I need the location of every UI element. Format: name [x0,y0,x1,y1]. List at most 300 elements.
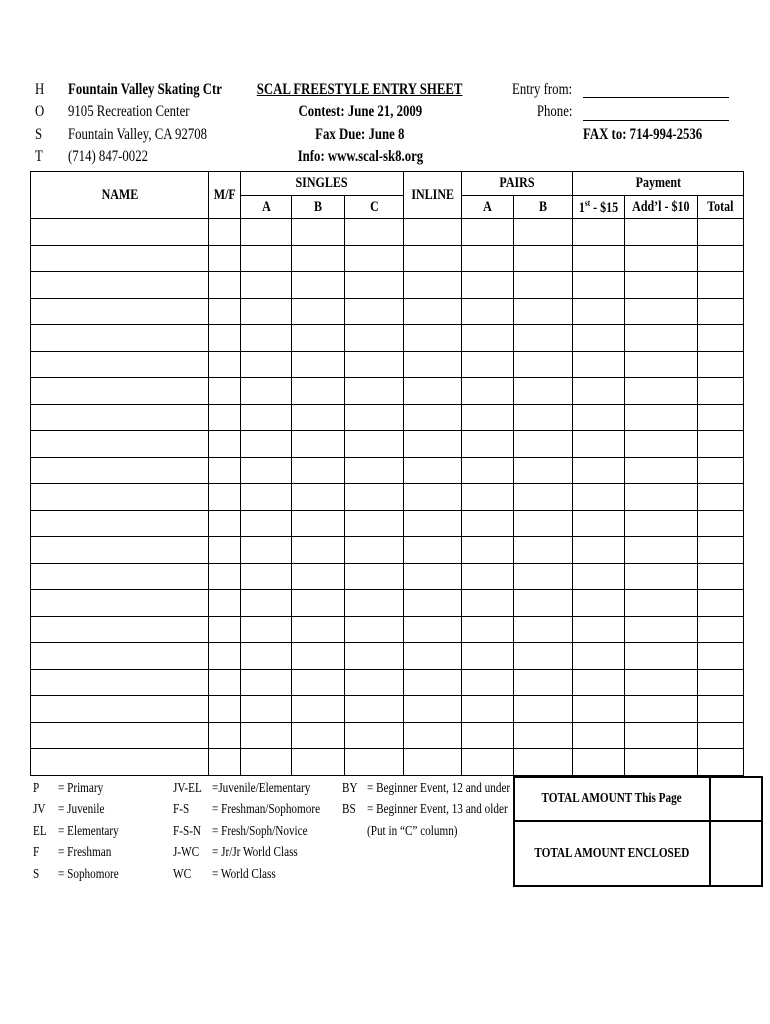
mf-header: M/F [209,172,241,219]
name-cell[interactable] [31,484,209,511]
inline-cell[interactable] [404,563,462,590]
singles-a-cell[interactable] [241,245,292,272]
singles-b-cell[interactable] [292,749,345,776]
name-cell[interactable] [31,696,209,723]
total-cell[interactable] [697,298,743,325]
addl-fee-cell[interactable] [625,272,698,299]
singles-b-cell[interactable] [292,669,345,696]
singles-a-cell[interactable] [241,219,292,246]
addl-fee-cell[interactable] [625,351,698,378]
singles-c-cell[interactable] [345,325,404,352]
mf-cell[interactable] [209,537,241,564]
mf-cell[interactable] [209,325,241,352]
inline-cell[interactable] [404,484,462,511]
inline-cell[interactable] [404,457,462,484]
addl-fee-cell[interactable] [625,484,698,511]
addl-fee-cell[interactable] [625,643,698,670]
entry-row [31,749,744,776]
entry-row [31,325,744,352]
legend-code: JV-EL [173,781,202,796]
mf-cell[interactable] [209,749,241,776]
total-cell[interactable] [697,616,743,643]
singles-a-cell[interactable] [241,563,292,590]
singles-c-cell[interactable] [345,378,404,405]
host-city: Fountain Valley, CA 92708 [68,126,208,143]
total-this-page-label: TOTAL AMOUNT This Page [514,777,710,821]
host-letter-t: T [35,148,43,165]
pairs-a-cell[interactable] [462,563,514,590]
first-fee-cell[interactable] [573,298,625,325]
total-cell[interactable] [697,272,743,299]
singles-b-cell[interactable] [292,219,345,246]
singles-a-cell[interactable] [241,404,292,431]
legend-description: = Elementary [58,824,119,839]
inline-cell[interactable] [404,616,462,643]
pairs-a-cell[interactable] [462,537,514,564]
phone-label: Phone: [536,103,572,120]
singles-header: SINGLES [241,172,404,196]
totals-box [513,776,763,887]
first-fee-cell[interactable] [573,325,625,352]
mf-cell[interactable] [209,457,241,484]
inline-cell[interactable] [404,378,462,405]
mf-cell[interactable] [209,219,241,246]
total-cell[interactable] [697,643,743,670]
inline-cell[interactable] [404,669,462,696]
pairs-a-cell[interactable] [462,669,514,696]
total-cell[interactable] [697,696,743,723]
mf-cell[interactable] [209,484,241,511]
inline-cell[interactable] [404,749,462,776]
first-fee-cell[interactable] [573,669,625,696]
total-cell[interactable] [697,431,743,458]
singles-c-cell[interactable] [345,219,404,246]
pairs-b-cell[interactable] [514,298,573,325]
inline-cell[interactable] [404,404,462,431]
singles-c-cell[interactable] [345,537,404,564]
first-fee-cell[interactable] [573,351,625,378]
name-cell[interactable] [31,749,209,776]
name-cell[interactable] [31,722,209,749]
first-fee-cell[interactable] [573,563,625,590]
sheet-title: SCAL FREESTYLE ENTRY SHEET [257,81,463,98]
singles-a-cell[interactable] [241,298,292,325]
first-fee-cell[interactable] [573,484,625,511]
first-fee-cell[interactable] [573,643,625,670]
singles-a-cell[interactable] [241,590,292,617]
singles-c-cell[interactable] [345,298,404,325]
pairs-a-cell[interactable] [462,431,514,458]
singles-a-cell[interactable] [241,484,292,511]
first-fee-cell[interactable] [573,219,625,246]
singles-b-cell[interactable] [292,696,345,723]
addl-fee-cell[interactable] [625,245,698,272]
pairs-a-cell[interactable] [462,325,514,352]
pairs-b-cell[interactable] [514,537,573,564]
entry-row [31,669,744,696]
pairs-a-header: A [462,196,514,219]
total-cell[interactable] [697,749,743,776]
fax-number: FAX to: 714-994-2536 [583,126,703,143]
legend-code: F-S-N [173,824,202,839]
addl-fee-cell[interactable] [625,537,698,564]
pairs-b-cell[interactable] [514,431,573,458]
pairs-header: PAIRS [462,172,573,196]
legend-code: P [33,781,40,796]
inline-cell[interactable] [404,298,462,325]
phone-field[interactable] [583,120,729,121]
mf-cell[interactable] [209,696,241,723]
addl-fee-cell[interactable] [625,563,698,590]
singles-b-cell[interactable] [292,722,345,749]
singles-a-cell[interactable] [241,457,292,484]
total-cell[interactable] [697,510,743,537]
inline-cell[interactable] [404,643,462,670]
pairs-b-cell[interactable] [514,510,573,537]
singles-b-cell[interactable] [292,245,345,272]
mf-cell[interactable] [209,722,241,749]
inline-cell[interactable] [404,245,462,272]
singles-b-cell[interactable] [292,431,345,458]
first-fee-cell[interactable] [573,272,625,299]
entry-row [31,722,744,749]
legend-code: S [33,867,40,882]
pairs-b-cell[interactable] [514,219,573,246]
entry-row [31,537,744,564]
legend-description: = Jr/Jr World Class [212,845,298,860]
singles-b-cell[interactable] [292,404,345,431]
pairs-b-cell[interactable] [514,351,573,378]
pairs-a-cell[interactable] [462,643,514,670]
pairs-b-cell[interactable] [514,404,573,431]
singles-b-cell[interactable] [292,351,345,378]
mf-cell[interactable] [209,404,241,431]
addl-fee-cell[interactable] [625,510,698,537]
mf-cell[interactable] [209,298,241,325]
singles-c-cell[interactable] [345,431,404,458]
pairs-a-cell[interactable] [462,484,514,511]
pairs-a-cell[interactable] [462,722,514,749]
singles-b-cell[interactable] [292,510,345,537]
pairs-a-cell[interactable] [462,378,514,405]
legend-code: EL [33,824,47,839]
addl-fee-cell[interactable] [625,325,698,352]
total-cell[interactable] [697,537,743,564]
singles-c-cell[interactable] [345,643,404,670]
entry-row [31,404,744,431]
host-letter-s: S [35,126,43,143]
singles-b-cell[interactable] [292,590,345,617]
legend-description: = Beginner Event, 12 and under [367,781,511,796]
legend-code: WC [173,867,192,882]
singles-c-cell[interactable] [345,563,404,590]
total-enclosed-label: TOTAL AMOUNT ENCLOSED [514,821,710,886]
first-fee-cell[interactable] [573,431,625,458]
inline-cell[interactable] [404,219,462,246]
singles-a-cell[interactable] [241,669,292,696]
singles-b-cell[interactable] [292,298,345,325]
pairs-a-cell[interactable] [462,245,514,272]
singles-b-cell[interactable] [292,378,345,405]
legend-description: = Freshman [58,845,112,860]
addl-fee-cell[interactable] [625,219,698,246]
first-fee-cell[interactable] [573,616,625,643]
addl-fee-cell[interactable] [625,431,698,458]
legend-code: J-WC [173,845,200,860]
entry-row [31,696,744,723]
pairs-a-cell[interactable] [462,696,514,723]
pairs-b-cell[interactable] [514,669,573,696]
name-cell[interactable] [31,325,209,352]
host-phone: (714) 847-0022 [68,148,148,165]
total-header: Total [697,196,743,219]
mf-cell[interactable] [209,563,241,590]
total-this-page-field[interactable] [710,777,762,821]
addl-fee-cell[interactable] [625,590,698,617]
mf-cell[interactable] [209,272,241,299]
pairs-b-cell[interactable] [514,590,573,617]
entry-row [31,431,744,458]
singles-a-cell[interactable] [241,378,292,405]
singles-a-cell[interactable] [241,351,292,378]
singles-b-cell[interactable] [292,616,345,643]
first-fee-cell[interactable] [573,537,625,564]
first-fee-cell[interactable] [573,590,625,617]
singles-b-cell[interactable] [292,325,345,352]
fax-due: Fax Due: June 8 [315,126,405,143]
inline-cell[interactable] [404,590,462,617]
pairs-b-cell[interactable] [514,457,573,484]
total-cell[interactable] [697,219,743,246]
singles-a-cell[interactable] [241,272,292,299]
first-fee-cell[interactable] [573,510,625,537]
pairs-b-cell[interactable] [514,696,573,723]
host-name: Fountain Valley Skating Ctr [68,81,222,98]
singles-c-cell[interactable] [345,616,404,643]
singles-b-header: B [292,196,345,219]
pairs-b-cell[interactable] [514,563,573,590]
singles-c-cell[interactable] [345,696,404,723]
host-letter-h: H [35,81,45,98]
inline-cell[interactable] [404,510,462,537]
entry-row [31,457,744,484]
inline-cell[interactable] [404,351,462,378]
inline-cell[interactable] [404,696,462,723]
total-cell[interactable] [697,722,743,749]
mf-cell[interactable] [209,669,241,696]
first-fee-cell[interactable] [573,749,625,776]
mf-cell[interactable] [209,378,241,405]
singles-a-cell[interactable] [241,616,292,643]
singles-b-cell[interactable] [292,457,345,484]
pairs-b-cell[interactable] [514,272,573,299]
name-cell[interactable] [31,590,209,617]
legend-code: JV [33,802,46,817]
total-cell[interactable] [697,404,743,431]
mf-cell[interactable] [209,245,241,272]
legend-description: = Primary [58,781,104,796]
pairs-b-cell[interactable] [514,722,573,749]
first-fee-cell[interactable] [573,378,625,405]
singles-a-cell[interactable] [241,749,292,776]
inline-cell[interactable] [404,537,462,564]
pairs-a-cell[interactable] [462,404,514,431]
payment-header: Payment [573,172,744,196]
total-cell[interactable] [697,325,743,352]
singles-b-cell[interactable] [292,537,345,564]
pairs-b-cell[interactable] [514,643,573,670]
addl-fee-cell[interactable] [625,696,698,723]
first-fee-cell[interactable] [573,696,625,723]
mf-cell[interactable] [209,590,241,617]
pairs-b-header: B [514,196,573,219]
pairs-b-cell[interactable] [514,325,573,352]
pairs-a-cell[interactable] [462,749,514,776]
total-cell[interactable] [697,457,743,484]
name-cell[interactable] [31,563,209,590]
pairs-a-cell[interactable] [462,219,514,246]
singles-c-cell[interactable] [345,351,404,378]
pairs-a-cell[interactable] [462,616,514,643]
inline-cell[interactable] [404,431,462,458]
entry-table [30,171,744,776]
mf-cell[interactable] [209,643,241,670]
singles-b-cell[interactable] [292,484,345,511]
addl-fee-cell[interactable] [625,404,698,431]
total-cell[interactable] [697,245,743,272]
name-cell[interactable] [31,457,209,484]
entry-from-field[interactable] [583,97,729,98]
singles-c-cell[interactable] [345,590,404,617]
total-cell[interactable] [697,669,743,696]
addl-fee-cell[interactable] [625,722,698,749]
total-cell[interactable] [697,351,743,378]
singles-a-cell[interactable] [241,431,292,458]
singles-a-cell[interactable] [241,325,292,352]
info-url: Info: www.scal-sk8.org [297,148,423,165]
singles-c-cell[interactable] [345,669,404,696]
host-address: 9105 Recreation Center [68,103,190,120]
pairs-a-cell[interactable] [462,272,514,299]
singles-b-cell[interactable] [292,563,345,590]
entry-row [31,245,744,272]
name-cell[interactable] [31,219,209,246]
name-cell[interactable] [31,669,209,696]
singles-c-cell[interactable] [345,484,404,511]
singles-a-cell[interactable] [241,537,292,564]
inline-cell[interactable] [404,272,462,299]
first-fee-cell[interactable] [573,722,625,749]
pairs-b-cell[interactable] [514,245,573,272]
entry-row [31,298,744,325]
singles-b-cell[interactable] [292,643,345,670]
name-cell[interactable] [31,245,209,272]
singles-c-cell[interactable] [345,457,404,484]
addl-fee-cell[interactable] [625,669,698,696]
contest-date: Contest: June 21, 2009 [298,103,422,120]
entry-row [31,351,744,378]
total-cell[interactable] [697,378,743,405]
total-cell[interactable] [697,590,743,617]
inline-cell[interactable] [404,325,462,352]
addl-fee-cell[interactable] [625,378,698,405]
addl-fee-cell[interactable] [625,457,698,484]
legend-code: F-S [173,802,190,817]
entry-row [31,590,744,617]
name-cell[interactable] [31,351,209,378]
pairs-a-cell[interactable] [462,590,514,617]
legend-code: BY [342,781,358,796]
name-cell[interactable] [31,378,209,405]
first-fee-header: 1st - $15 [573,196,625,219]
pairs-a-cell[interactable] [462,298,514,325]
name-cell[interactable] [31,298,209,325]
singles-b-cell[interactable] [292,272,345,299]
name-cell[interactable] [31,404,209,431]
entry-row [31,510,744,537]
name-header: NAME [31,172,209,219]
legend-code: BS [342,802,356,817]
singles-c-cell[interactable] [345,722,404,749]
singles-a-cell[interactable] [241,510,292,537]
first-fee-cell[interactable] [573,404,625,431]
mf-cell[interactable] [209,616,241,643]
name-cell[interactable] [31,537,209,564]
pairs-b-cell[interactable] [514,378,573,405]
addl-fee-cell[interactable] [625,616,698,643]
pairs-b-cell[interactable] [514,749,573,776]
addl-fee-cell[interactable] [625,298,698,325]
legend-description: (Put in “C” column) [367,824,458,839]
mf-cell[interactable] [209,351,241,378]
first-fee-cell[interactable] [573,245,625,272]
pairs-a-cell[interactable] [462,510,514,537]
name-cell[interactable] [31,510,209,537]
name-cell[interactable] [31,431,209,458]
total-enclosed-field[interactable] [710,821,762,886]
pairs-b-cell[interactable] [514,616,573,643]
legend-code: F [33,845,40,860]
singles-c-cell[interactable] [345,245,404,272]
legend-description: = Beginner Event, 13 and older [367,802,508,817]
name-cell[interactable] [31,616,209,643]
pairs-b-cell[interactable] [514,484,573,511]
entry-row [31,484,744,511]
first-fee-cell[interactable] [573,457,625,484]
pairs-a-cell[interactable] [462,457,514,484]
singles-c-cell[interactable] [345,404,404,431]
singles-a-cell[interactable] [241,696,292,723]
legend-description: = World Class [212,867,276,882]
total-cell[interactable] [697,484,743,511]
singles-c-cell[interactable] [345,510,404,537]
singles-c-cell[interactable] [345,749,404,776]
singles-a-cell[interactable] [241,722,292,749]
addl-fee-cell[interactable] [625,749,698,776]
total-cell[interactable] [697,563,743,590]
inline-cell[interactable] [404,722,462,749]
pairs-a-cell[interactable] [462,351,514,378]
legend-description: = Sophomore [58,867,119,882]
mf-cell[interactable] [209,431,241,458]
singles-c-cell[interactable] [345,272,404,299]
name-cell[interactable] [31,272,209,299]
entry-from-label: Entry from: [511,81,572,98]
name-cell[interactable] [31,643,209,670]
mf-cell[interactable] [209,510,241,537]
legend-description: = Juvenile [58,802,105,817]
singles-a-cell[interactable] [241,643,292,670]
